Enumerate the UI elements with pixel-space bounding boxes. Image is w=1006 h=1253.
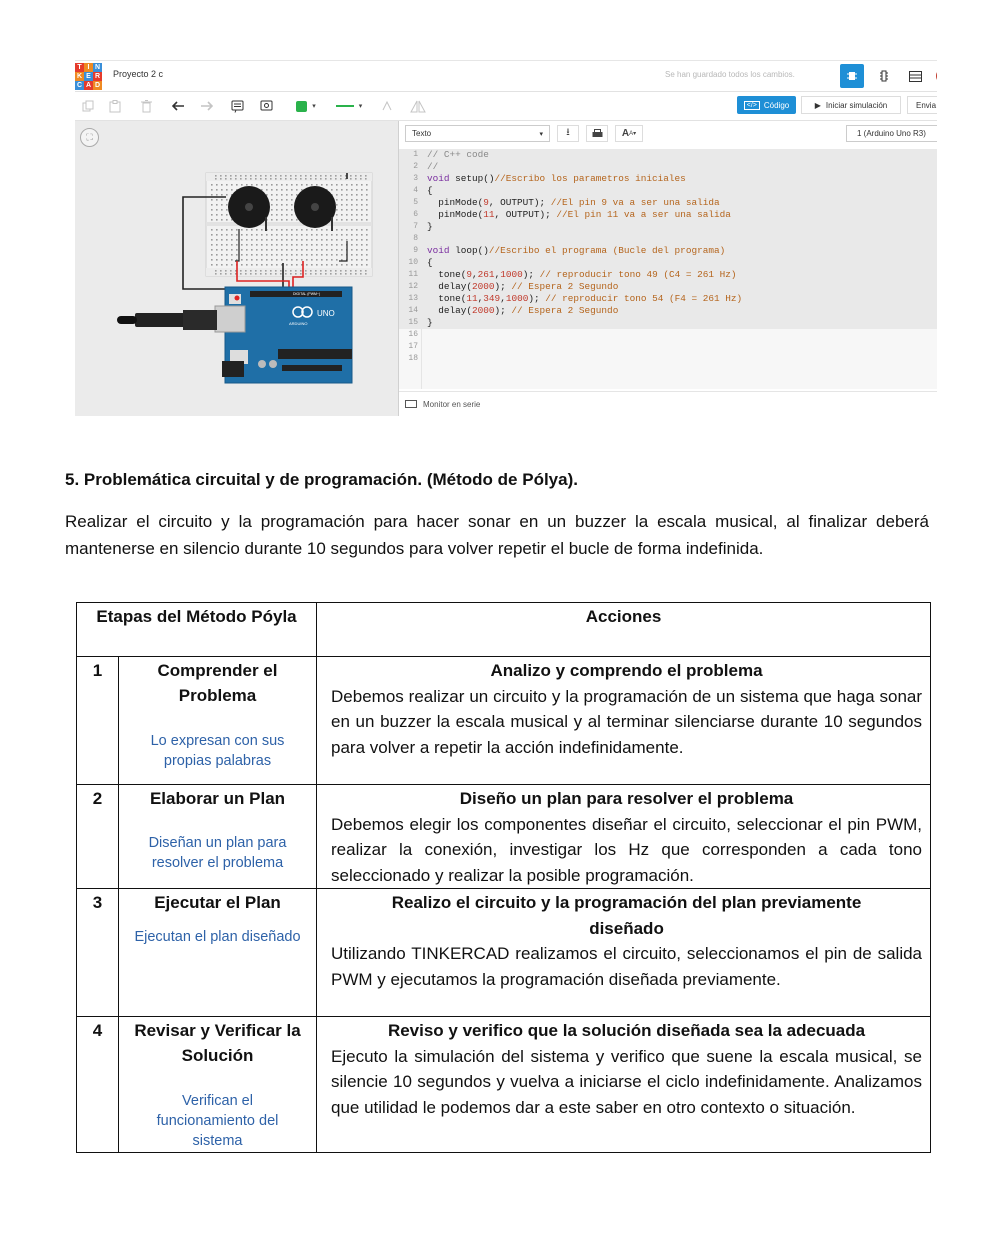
code-token: void xyxy=(427,245,450,256)
stage-note: Ejecutan el plan diseñado xyxy=(134,929,301,945)
stage-note: Lo expresan con sus propias palabras xyxy=(150,733,285,769)
action-body: Debemos realizar un circuito y la programación de un sistema que haga sonar en un buzzer la escala musical y al terminar silenciarse durante 10 segundos para volver a repetir la acción indefinidamente. xyxy=(331,686,923,757)
table-row xyxy=(77,657,931,785)
save-status: Se han guardado todos los cambios. xyxy=(665,70,795,79)
logo-letter: C xyxy=(76,82,83,89)
stage-title: Comprender el Problema xyxy=(157,661,278,705)
code-token: } xyxy=(427,317,433,328)
code-token: void xyxy=(427,173,450,184)
delete-icon[interactable] xyxy=(137,96,155,116)
code-line xyxy=(399,173,937,185)
code-line xyxy=(399,281,937,293)
code-token: ); xyxy=(528,293,546,304)
start-simulation-button[interactable] xyxy=(801,96,901,114)
serial-monitor-icon xyxy=(405,400,417,408)
line-number: 7 xyxy=(413,222,418,231)
stage-title: Revisar y Verificar la Solución xyxy=(134,1021,301,1065)
code-button-label: Código xyxy=(763,100,790,110)
list-view-icon[interactable] xyxy=(903,64,927,88)
tinkercad-screenshot xyxy=(75,60,937,416)
code-token: // reproducir tono 54 (F4 = 261 Hz) xyxy=(545,293,743,304)
stage-number: 4 xyxy=(77,1017,119,1153)
code-token: { xyxy=(427,257,433,268)
device-select[interactable] xyxy=(846,125,937,142)
line-number: 9 xyxy=(413,246,418,255)
line-number: 8 xyxy=(413,234,418,243)
section-heading: 5. Problemática circuital y de programación. (Método de Pólya). xyxy=(65,470,578,489)
code-token: { xyxy=(427,185,433,196)
notes-icon[interactable] xyxy=(228,96,246,116)
action-body: Debemos elegir los componentes diseñar el circuito, seleccionar el pin PWM, realizar la conexión, investigar los Hz que corresponden a cada tono seleccionado y realizar la posible programación. xyxy=(331,814,923,885)
table-row xyxy=(77,1017,931,1153)
code-line xyxy=(399,341,937,353)
line-number: 2 xyxy=(413,162,418,171)
action-title: Diseño un plan para resolver el problema xyxy=(459,789,794,808)
code-line xyxy=(399,185,937,197)
logo-letter: E xyxy=(84,72,93,81)
code-token: tone( xyxy=(427,269,467,280)
code-line xyxy=(399,353,937,365)
copy-icon[interactable] xyxy=(79,96,97,116)
code-token: loop() xyxy=(449,245,489,256)
circuit-canvas[interactable] xyxy=(75,121,398,416)
code-token: pinMode( xyxy=(427,197,484,208)
line-number: 1 xyxy=(413,150,418,159)
logo-letter: K xyxy=(76,73,83,80)
code-token: // Espera 2 Segundo xyxy=(511,305,619,316)
action-body: Ejecuto la simulación del sistema y verifico que suene la escala musical, se silencie 10 segundos y vuelva a iniciarse el ciclo indefinidamente. Analizamos que utilidad le podemos dar a este saber en otro contexto o situación. xyxy=(331,1046,923,1117)
code-token: 1000 xyxy=(505,293,529,304)
polya-table xyxy=(76,602,931,1153)
code-text xyxy=(427,269,737,281)
action-body: Utilizando TINKERCAD realizamos el circuito, seleccionamos el pin de salida PWM y ejecutamos la programación diseñada previamente. xyxy=(331,944,923,989)
arduino-brand-label: ARDUINO xyxy=(289,321,308,326)
code-line xyxy=(399,197,937,209)
stage-number: 3 xyxy=(77,889,119,1017)
chevron-down-icon: ▾ xyxy=(312,103,316,110)
line-number: 16 xyxy=(408,330,418,339)
code-token: pinMode( xyxy=(427,209,484,220)
stage-cell xyxy=(119,1017,317,1153)
visibility-icon[interactable] xyxy=(257,96,275,116)
code-editor-header xyxy=(399,121,937,147)
code-line xyxy=(399,317,937,329)
code-token: tone( xyxy=(427,293,467,304)
code-token: ); xyxy=(494,281,512,292)
send-button-label: Envia xyxy=(916,100,937,110)
code-token: // Espera 2 Segundo xyxy=(511,281,619,292)
print-icon[interactable] xyxy=(586,125,608,142)
play-icon: ▶ xyxy=(814,100,821,110)
code-token: // xyxy=(427,161,439,172)
line-number: 17 xyxy=(408,342,418,351)
code-text xyxy=(427,293,742,305)
code-token: delay( xyxy=(427,281,473,292)
circuit-drawing xyxy=(75,121,398,416)
stage-title: Elaborar un Plan xyxy=(149,789,286,808)
code-token: , OUTPUT); xyxy=(494,209,557,220)
code-token: 11 xyxy=(483,209,495,220)
code-line xyxy=(399,329,937,341)
code-token: , xyxy=(500,293,506,304)
redo-icon[interactable] xyxy=(197,96,215,116)
code-token: //Escribo el programa (Bucle del programa) xyxy=(488,245,726,256)
font-size-button[interactable]: A A▾ xyxy=(615,125,643,142)
code-text xyxy=(427,185,433,197)
code-line xyxy=(399,233,937,245)
section-paragraph: Realizar el circuito y la programación para hacer sonar en un buzzer la escala musical, al finalizar deberá mantenerse en silencio durante 10 segundos para volver repetir el bucle de forma indefinida. xyxy=(65,512,929,558)
code-text xyxy=(427,173,686,185)
line-number: 18 xyxy=(408,354,418,363)
code-token: , xyxy=(472,269,478,280)
serial-monitor-label: Monitor en serie xyxy=(423,399,481,409)
code-token: // reproducir tono 49 (C4 = 261 Hz) xyxy=(539,269,737,280)
start-simulation-label: Iniciar simulación xyxy=(825,100,888,110)
editor-mode-value: Texto xyxy=(412,129,432,138)
stage-number: 2 xyxy=(77,785,119,889)
project-name[interactable]: Proyecto 2 c xyxy=(113,69,164,79)
table-row xyxy=(77,889,931,1017)
action-title: Analizo y comprendo el problema xyxy=(490,661,763,680)
table-header-row xyxy=(77,603,931,657)
code-text xyxy=(427,209,731,221)
logo-letter: A xyxy=(85,82,92,89)
line-number: 14 xyxy=(408,306,418,315)
code-token: ); xyxy=(522,269,540,280)
action-cell xyxy=(317,657,931,785)
code-button[interactable] xyxy=(737,96,796,114)
code-token: } xyxy=(427,221,433,232)
line-number: 3 xyxy=(413,174,418,183)
green-swatch-icon xyxy=(296,101,307,112)
wire-color-select[interactable] xyxy=(291,96,321,116)
stage-title: Ejecutar el Plan xyxy=(154,893,281,912)
code-token: 261 xyxy=(477,269,495,280)
mirror-icon[interactable] xyxy=(408,96,428,116)
code-line xyxy=(399,245,937,257)
download-icon[interactable]: ⭳ xyxy=(557,125,579,142)
code-token: 9 xyxy=(466,269,473,280)
zoom-to-fit-icon[interactable]: ⛶ xyxy=(80,128,99,147)
action-cell xyxy=(317,889,931,1017)
rotate-icon[interactable] xyxy=(378,96,396,116)
code-editor-panel xyxy=(398,121,937,416)
code-text xyxy=(427,149,489,161)
action-title: Reviso y verifico que la solución diseñada sea la adecuada xyxy=(387,1021,866,1040)
send-button[interactable] xyxy=(907,96,937,114)
code-line xyxy=(399,161,937,173)
serial-monitor-bar[interactable] xyxy=(399,391,937,416)
code-text xyxy=(427,317,433,329)
code-token: 11 xyxy=(466,293,478,304)
code-line xyxy=(399,293,937,305)
code-token: 349 xyxy=(483,293,501,304)
tinkercad-top-bar xyxy=(75,61,937,92)
arduino-uno-board[interactable] xyxy=(215,287,352,383)
code-text xyxy=(427,281,618,293)
circuit-view-icon[interactable] xyxy=(840,64,864,88)
code-token: // C++ code xyxy=(427,149,489,160)
code-text xyxy=(427,245,725,257)
action-cell xyxy=(317,785,931,889)
code-token: 9 xyxy=(483,197,489,208)
code-token: //El pin 11 va a ser una salida xyxy=(556,209,731,220)
line-number: 13 xyxy=(408,294,418,303)
code-token: //Escribo los parametros iniciales xyxy=(494,173,686,184)
chevron-down-icon: ▾ xyxy=(358,103,363,110)
stage-number: 1 xyxy=(77,657,119,785)
editor-mode-select[interactable] xyxy=(405,125,550,142)
line-number: 15 xyxy=(408,318,418,327)
code-token: 2000 xyxy=(472,281,495,292)
code-line xyxy=(399,257,937,269)
logo-letter: R xyxy=(94,73,101,80)
wire-style-select[interactable] xyxy=(330,96,368,116)
code-line xyxy=(399,269,937,281)
undo-icon[interactable] xyxy=(169,96,187,116)
code-line xyxy=(399,305,937,317)
code-text-area[interactable] xyxy=(399,149,937,389)
code-token: , xyxy=(494,269,501,280)
code-token: ); xyxy=(494,305,512,316)
code-token: , xyxy=(477,293,484,304)
code-icon: </> xyxy=(744,101,760,110)
paste-icon[interactable] xyxy=(106,96,124,116)
line-number: 11 xyxy=(408,270,418,279)
header-stages: Etapas del Método Póyla xyxy=(77,603,317,657)
code-token: 1000 xyxy=(500,269,523,280)
logo-letter: N xyxy=(94,64,101,71)
stage-note: Diseñan un plan para resolver el problema xyxy=(148,835,287,871)
line-number: 12 xyxy=(408,282,418,291)
device-select-value: 1 (Arduino Uno R3) xyxy=(857,129,926,138)
breadboard-label: DIGITAL (PWM~) xyxy=(293,292,321,296)
usb-cable[interactable] xyxy=(117,310,217,330)
code-token: 2000 xyxy=(472,305,495,316)
logo-letter: D xyxy=(94,82,101,89)
stage-cell xyxy=(119,785,317,889)
stage-note: Verifican el funcionamiento del sistema xyxy=(156,1093,279,1149)
stage-cell xyxy=(119,657,317,785)
arduino-uno-label: UNO xyxy=(317,309,335,318)
tinkercad-logo[interactable] xyxy=(75,63,102,90)
code-text xyxy=(427,221,433,233)
code-text xyxy=(427,161,438,173)
action-title: Realizo el circuito y la programación del plan previamente diseñado xyxy=(391,893,862,938)
code-text xyxy=(427,305,618,317)
code-line xyxy=(399,221,937,233)
code-text xyxy=(427,257,433,269)
code-line xyxy=(399,209,937,221)
wire-line-icon xyxy=(336,105,354,107)
header-actions: Acciones xyxy=(317,603,931,657)
line-number: 10 xyxy=(408,258,418,267)
action-cell xyxy=(317,1017,931,1153)
line-number: 4 xyxy=(413,186,418,195)
component-view-icon[interactable] xyxy=(872,64,896,88)
line-number: 5 xyxy=(413,198,418,207)
chevron-down-icon: ▾ xyxy=(539,130,543,138)
line-number: 6 xyxy=(413,210,418,219)
tinkercad-toolbar xyxy=(75,92,937,121)
stage-cell xyxy=(119,889,317,1017)
font-size-icon: A xyxy=(621,128,630,139)
code-token: setup() xyxy=(449,173,495,184)
logo-letter: T xyxy=(75,63,84,72)
code-token: , OUTPUT); xyxy=(488,197,551,208)
logo-letter: I xyxy=(84,63,93,72)
code-token: //El pin 9 va a ser una salida xyxy=(550,197,720,208)
user-avatar-icon[interactable] xyxy=(928,64,937,88)
table-row xyxy=(77,785,931,889)
code-line xyxy=(399,149,937,161)
code-token: delay( xyxy=(427,305,473,316)
code-text xyxy=(427,197,720,209)
